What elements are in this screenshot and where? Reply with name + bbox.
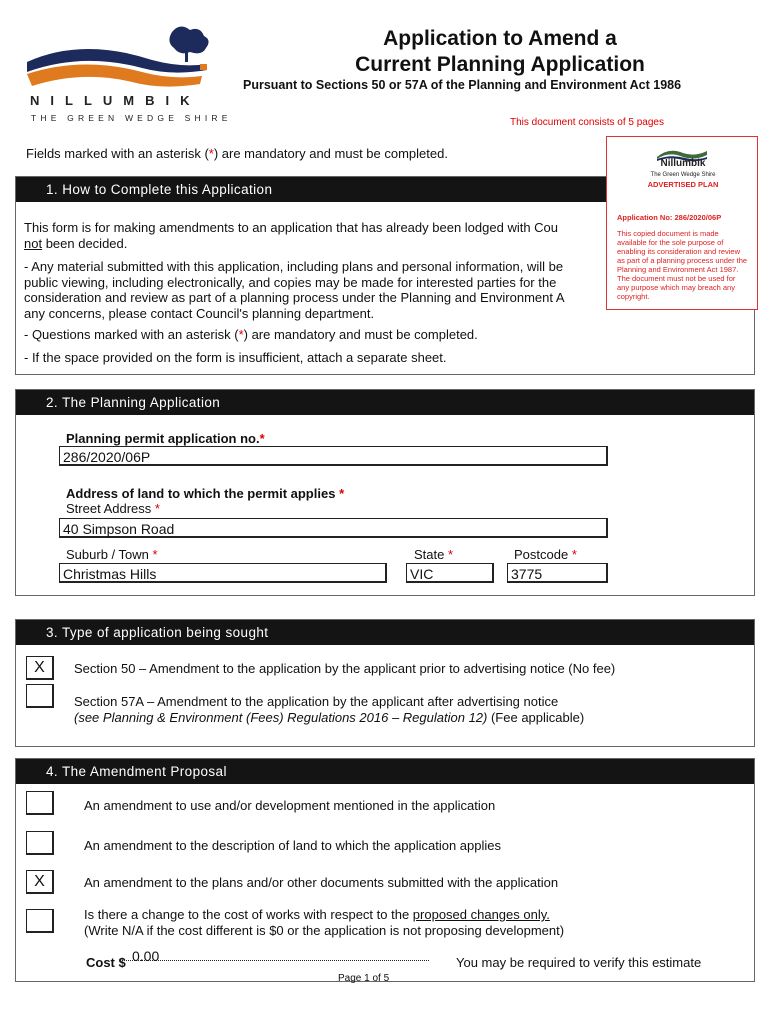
address-label: Address of land to which the permit applies * [66, 486, 345, 501]
advertised-plan-stamp [606, 136, 758, 310]
section-amendment-proposal [15, 758, 755, 982]
amend-land-description-checkbox[interactable] [26, 831, 54, 855]
page-title-line1: Application to Amend a [383, 27, 617, 50]
instructions-para-2: - Any material submitted with this application, including plans and personal information, will be public viewing, including electronically, and copies may be made for interested parties for the consideration and review as part of a planning process under the Planning and Environment A any concerns, please contact Council's planning department. [24, 259, 565, 321]
section-application-type [15, 619, 755, 747]
cost-change-label: Is there a change to the cost of works with respect to the proposed changes only. (Write N/A if the cost different is $0 or the application is not proposing development) [84, 907, 565, 938]
section-2-heading: 2. The Planning Application [16, 390, 754, 415]
section-4-heading: 4. The Amendment Proposal [16, 759, 754, 784]
permit-number-label: Planning permit application no.* [66, 431, 265, 446]
suburb-field[interactable]: Christmas Hills [59, 563, 387, 583]
section-50-checkbox[interactable]: X [26, 656, 54, 680]
brand-tagline: THE GREEN WEDGE SHIRE [31, 113, 232, 123]
section-57a-label: Section 57A – Amendment to the application by the applicant after advertising notice (see Planning & Environment (Fees) Regulations 2016 – Regulation 12) (Fee applicable) [74, 694, 585, 725]
section-3-heading: 3. Type of application being sought [16, 620, 754, 645]
cost-field-line [119, 960, 429, 961]
mandatory-note: Fields marked with an asterisk (*) are mandatory and must be completed. [26, 146, 448, 161]
state-label: State * [414, 547, 454, 562]
instructions-para-3: - Questions marked with an asterisk (*) are mandatory and must be completed. [24, 327, 478, 342]
cost-change-checkbox[interactable] [26, 909, 54, 933]
page-number: Page 1 of 5 [338, 973, 390, 984]
brand-name: NILLUMBIK [30, 93, 201, 108]
stamp-label: ADVERTISED PLAN [647, 180, 719, 189]
postcode-label: Postcode * [514, 547, 577, 562]
page-subtitle: Pursuant to Sections 50 or 57A of the Planning and Environment Act 1986 [243, 78, 682, 92]
section-57a-checkbox[interactable] [26, 684, 54, 708]
state-field[interactable]: VIC [406, 563, 494, 583]
section-planning-application [15, 389, 755, 596]
section-1-heading: 1. How to Complete this Application [16, 177, 754, 202]
postcode-field[interactable]: 3775 [507, 563, 608, 583]
section-50-label: Section 50 – Amendment to the application by the applicant prior to advertising notice (No fee) [74, 661, 616, 676]
street-address-label: Street Address * [66, 501, 160, 516]
amend-land-description-label: An amendment to the description of land to which the application applies [84, 838, 501, 853]
cost-verify-note: You may be required to verify this estimate [456, 955, 702, 970]
instructions-para-1: This form is for making amendments to an application that has already been lodged with Cou not been decided. [24, 220, 559, 251]
suburb-label: Suburb / Town * [66, 547, 158, 562]
amend-plans-label: An amendment to the plans and/or other documents submitted with the application [84, 875, 559, 890]
amend-plans-checkbox[interactable]: X [26, 870, 54, 894]
stamp-brand: Nillumbik [660, 158, 706, 169]
stamp-application-number: Application No: 286/2020/06P [617, 213, 722, 222]
amend-use-label: An amendment to use and/or development mentioned in the application [84, 798, 496, 813]
document-page-note: This document consists of 5 pages [510, 117, 664, 128]
amend-use-checkbox[interactable] [26, 791, 54, 815]
instructions-para-4: - If the space provided on the form is insufficient, attach a separate sheet. [24, 350, 447, 365]
street-address-field[interactable]: 40 Simpson Road [59, 518, 608, 538]
permit-number-field[interactable]: 286/2020/06P [59, 446, 608, 466]
cost-label: Cost $ [86, 955, 126, 970]
stamp-tagline: The Green Wedge Shire [650, 172, 716, 178]
nillumbik-logo [22, 22, 222, 127]
cost-field[interactable]: 0.00 [132, 948, 160, 964]
page-title-line2: Current Planning Application [355, 53, 645, 76]
stamp-body: This copied document is made available for the sole purpose of enabling its consideration and review as part of a planning process under the Planning and Environment Act 1987. The document must not be used for any purpose which may breach any copyright. [617, 229, 748, 301]
